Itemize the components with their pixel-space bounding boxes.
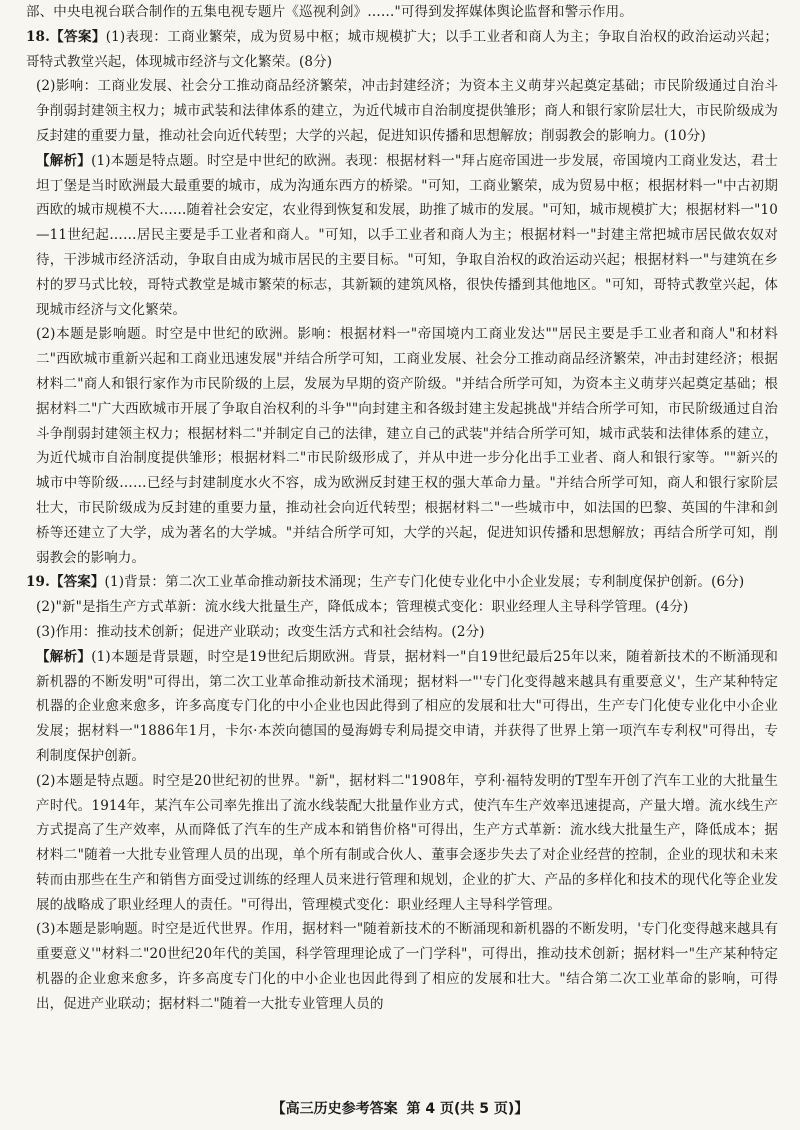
- analysis-text: (1)本题是背景题，时空是19世纪后期欧洲。背景，据材料一"自19世纪最后25年以来，随着新技术的不断涌现和新机器的不断发明"可得出，第二次工业革命推动新技术涌现；据材料一"'专门化变得越来越具有重要意义'，生产某种特定机器的企业愈来愈多，许多高度专门化的中小企业也因此得到了相应的发展和壮大"可得出，生产专门化使专业化中小企业发展；据材料一"1886年1月，卡尔·本茨向德国的曼海姆专利局提交申请，并获得了世界上第一项汽车专利权"可得出，专利制度保护创新。: [36, 648, 778, 764]
- analysis-tag: 【解析】: [36, 648, 92, 665]
- q19-analysis-p2: (2)本题是特点题。时空是20世纪初的世界。"新"，据材料二"1908年，亨利·福特发明的T型车开创了汽车工业的大批量生产时代。1914年，某汽车公司率先推出了流水线装配大批量作业方式，使汽车生产效率迅速提高，产量大增。流水线生产方式提高了生产效率，从而降低了汽车的生产成本和销售价格"可得出，生产方式革新：流水线大批量生产，降低成本；据材料二"随着一大批专业管理人员的出现，单个所有制或合伙人、董事会逐步失去了对企业经营的控制，企业的现状和未来转而由那些在生产和销售方面受过训练的经理人员来进行管理和规划，企业的扩大、产品的多样化和技术的现代化等企业发展的战略成了职业经理人的责任。"可得出，管理模式变化：职业经理人主导科学管理。: [36, 772, 778, 913]
- q18-analysis-p2: (2)本题是影响题。时空是中世纪的欧洲。影响：根据材料一"帝国境内工商业发达""居民主要是手工业者和商人"和材料二"西欧城市重新兴起和工商业迅速发展"并结合所学可知，工商业发展、社会分工推动商品经济繁荣，冲击封建经济；根据材料二"商人和银行家作为市民阶级的上层，发展为早期的资产阶级。"并结合所学可知，为资本主义萌芽兴起奠定基础；根据材料二"广大西欧城市开展了争取自治权利的斗争""向封建主和各级封建主发起挑战"并结合所学可知，市民阶级通过自治斗争削弱封建领主权力；根据材料二"并制定自己的法律，建立自己的武装"并结合所学可知，城市武装和法律体系的建立，为近代城市自治制度提供雏形；根据材料二"市民阶级形成了，并从中进一步分化出手工业者、商人和银行家等。""新兴的城市中等阶级……已经与封建制度水火不容，成为欧洲反封建王权的强大革命力量。"并结合所学可知，商人和银行家阶层壮大，市民阶级成为反封建的重要力量，推动社会向近代转型；根据材料二"一些城市中，如法国的巴黎、英国的牛津和剑桥等还建立了大学，成为著名的大学城。"并结合所学可知，大学的兴起，促进知识传播和思想解放；再结合所学可知，削弱教会的影响力。: [36, 326, 778, 566]
- answer-tag: 【答案】: [49, 574, 105, 591]
- q18-answer-p2: (2)影响：工商业发展、社会分工推动商品经济繁荣，冲击封建经济；为资本主义萌芽兴起奠定基础；市民阶级通过自治斗争削弱封建领主权力；城市武装和法律体系的建立，为近代城市自治制度提供雏形；商人和银行家阶层壮大，市民阶级成为反封建的重要力量，推动社会向近代转型；大学的兴起，促进知识传播和思想解放；削弱教会的影响力。(10分): [36, 78, 778, 144]
- answer-content: [26, 0, 778, 1017]
- answer-text: (1)背景：第二次工业革命推动新技术涌现；生产专门化使专业化中小企业发展；专利制度保护创新。(6分): [104, 574, 745, 591]
- analysis-tag: 【解析】: [36, 152, 92, 169]
- q19-answer-p1: [26, 570, 778, 595]
- q19-answer-p3: (3)作用：推动技术创新；促进产业联动；改变生活方式和社会结构。(2分): [36, 623, 485, 640]
- q19-analysis-p1: [26, 645, 778, 769]
- footer-page-number: 第 4 页(共 5 页)】: [406, 1101, 529, 1117]
- q18-answer-p1: [26, 25, 778, 75]
- page-footer: [0, 1098, 800, 1118]
- footer-title: 【高三历史参考答案: [271, 1101, 398, 1117]
- analysis-text: (1)本题是特点题。时空是中世纪的欧洲。表现：根据材料一"拜占庭帝国进一步发展，帝国境内工商业发达，君士坦丁堡是当时欧洲最大最重要的城市，成为沟通东西方的桥梁。"可知，工商业繁荣，成为贸易中枢；根据材料一"中古初期西欧的城市规模不大……随着社会安定，农业得到恢复和发展，助推了城市的发展。"可知，城市规模扩大；根据材料一"10—11世纪起……居民主要是手工业者和商人。"可知，以手工业者和商人为主；根据材料一"封建主常把城市居民做农奴对待，干涉城市经济活动，争取自由成为城市居民的主要目标。"可知，争取自治权的政治运动兴起；根据材料一"与建筑在乡村的罗马式比较，哥特式教堂是城市繁荣的标志，其新颖的建筑风格，很快传播到其他地区。"可知，哥特式教堂兴起，体现城市经济与文化繁荣。: [36, 152, 778, 318]
- q19-answer-p2: (2)"新"是指生产方式革新：流水线大批量生产，降低成本；管理模式变化：职业经理人主导科学管理。(4分): [36, 599, 689, 616]
- q19-analysis-p3: (3)本题是影响题。时空是近代世界。作用，据材料一"随着新技术的不断涌现和新机器的不断发明，'专门化变得越来越具有重要意义'"材料二"20世纪20年代的美国，科学管理理论成了一门学科"，可得出，推动技术创新；据材料一"生产某种特定机器的企业愈来愈多，许多高度专门化的中小企业也因此得到了相应的发展和壮大。"结合第二次工业革命的影响，可得出，促进产业联动；据材料二"随着一大批专业管理人员的: [36, 921, 778, 1012]
- question-number: 19.: [26, 574, 50, 591]
- answer-text: (1)表现：工商业繁荣，成为贸易中枢；城市规模扩大；以手工业者和商人为主；争取自治权的政治运动兴起；哥特式教堂兴起，体现城市经济与文化繁荣。(8分): [26, 28, 778, 70]
- answer-tag: 【答案】: [49, 28, 106, 45]
- question-number: 18.: [26, 28, 50, 45]
- continuation-text: 部、中央电视台联合制作的五集电视专题片《巡视利剑》……"可得到发挥媒体舆论监督和警示作用。: [26, 4, 633, 20]
- q18-analysis-p1: [26, 149, 778, 323]
